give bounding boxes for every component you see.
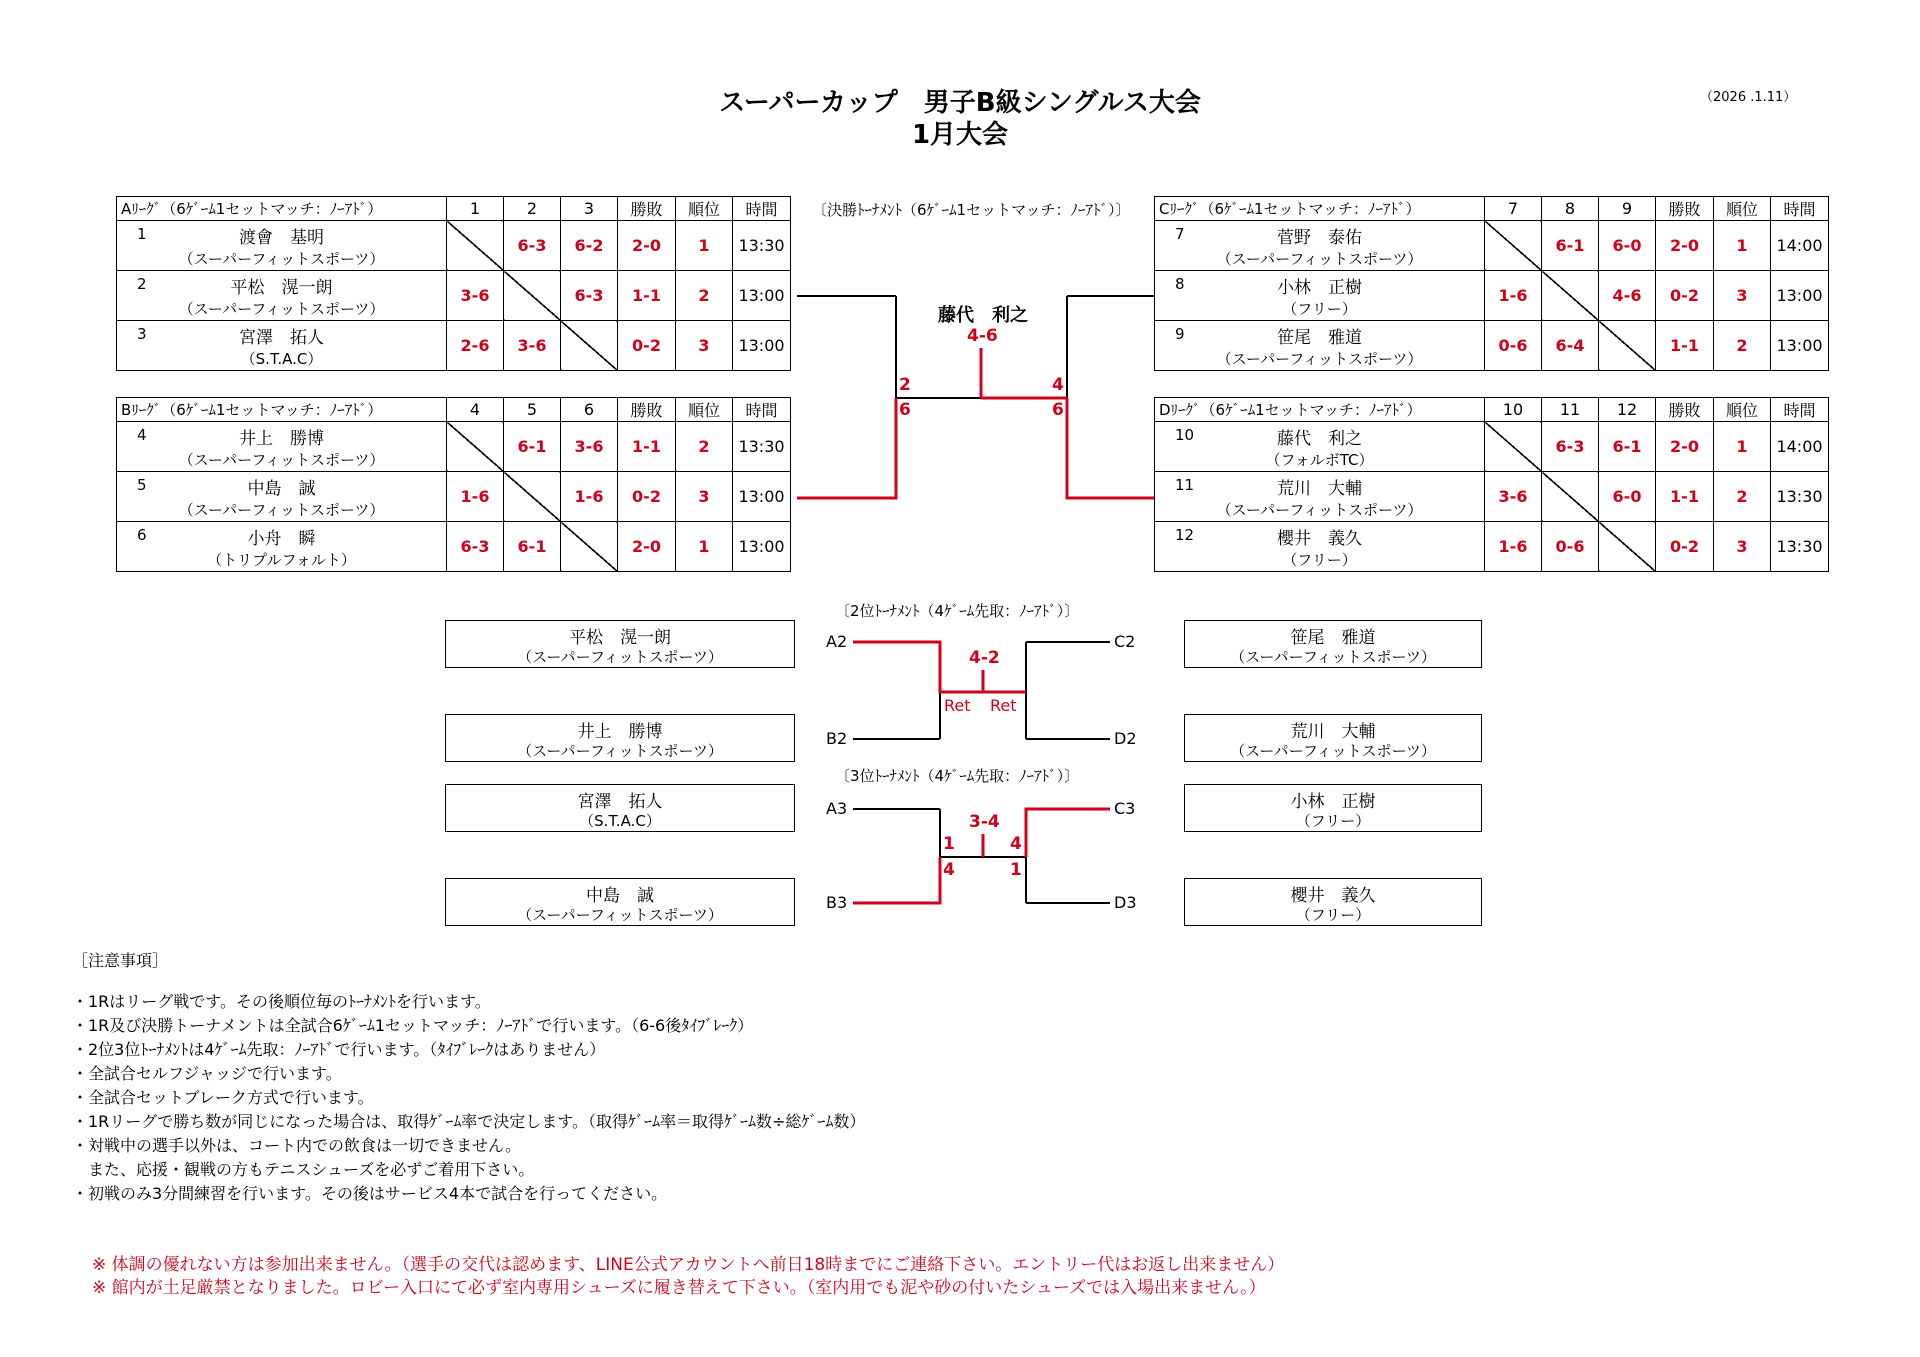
player-club: （フリー） <box>1282 300 1357 318</box>
rank-cell: 2 <box>1714 472 1771 522</box>
score-cell: 6-3 <box>504 221 561 271</box>
player-name: 笹尾 雅道 <box>1277 328 1362 348</box>
second-player-c: 笹尾 雅道 （スーパーフィットスポーツ） <box>1184 620 1482 668</box>
column-header: 8 <box>1542 197 1599 221</box>
score-cell: 6-3 <box>1542 422 1599 472</box>
time-cell: 13:00 <box>733 522 791 572</box>
final-right-bottom: 6 <box>1052 400 1064 420</box>
time-cell: 14:00 <box>1771 422 1829 472</box>
note-item: ・2位3位ﾄｰﾅﾒﾝﾄは4ｹﾞｰﾑ先取：ﾉｰｱﾄﾞで行います。（ﾀｲﾌﾞﾚｰｸはありません） <box>72 1040 606 1059</box>
win-loss-cell: 2-0 <box>618 221 676 271</box>
player-club: （スーパーフィットスポーツ） <box>1216 350 1423 368</box>
second-label-a: A2 <box>826 632 848 651</box>
score-cell: 6-0 <box>1599 221 1656 271</box>
column-header-win-loss: 勝敗 <box>1656 197 1714 221</box>
player-number: 5 <box>137 476 147 494</box>
rank-cell: 1 <box>676 522 733 572</box>
rank-cell: 3 <box>1714 522 1771 572</box>
player-name: 中島 誠 <box>247 479 316 499</box>
player-number: 6 <box>137 526 147 544</box>
column-header: 10 <box>1485 398 1542 422</box>
player-club: （スーパーフィットスポーツ） <box>178 451 385 469</box>
page-subtitle: 1月大会 <box>911 120 1009 150</box>
final-right-top: 4 <box>1052 375 1064 395</box>
note-item: ・全試合セットブレーク方式で行います。 <box>72 1088 374 1107</box>
second-player-b: 井上 勝博 （スーパーフィットスポーツ） <box>445 714 795 762</box>
rank-cell: 2 <box>1714 321 1771 371</box>
third-label-d: D3 <box>1114 893 1137 912</box>
score-cell: 6-3 <box>561 271 618 321</box>
column-header-rank: 順位 <box>1714 197 1771 221</box>
second-player-d: 荒川 大輔 （スーパーフィットスポーツ） <box>1184 714 1482 762</box>
player-name: 小林 正樹 <box>1277 278 1362 298</box>
win-loss-cell: 1-1 <box>1656 321 1714 371</box>
third-player-d: 櫻井 義久 （フリー） <box>1184 878 1482 926</box>
note-item: ・1R及び決勝トーナメントは全試合6ｹﾞｰﾑ1セットマッチ：ﾉｰｱﾄﾞで行います。（6-6後ﾀｲﾌﾞﾚｰｸ） <box>72 1016 754 1035</box>
score-cell: 0-6 <box>1542 522 1599 572</box>
final-left-top: 2 <box>899 375 911 395</box>
warning-1: ※ 体調の優れない方は参加出来ません。（選手の交代は認めます、LINE公式アカウントへ前日18時までにご連絡下さい。エントリー代はお返し出来ません） <box>92 1255 1285 1275</box>
rank-cell: 1 <box>1714 221 1771 271</box>
win-loss-cell: 0-2 <box>618 321 676 371</box>
player-club: （スーパーフィットスポーツ） <box>1216 501 1423 519</box>
player-number: 10 <box>1175 426 1195 444</box>
player-name: 荒川 大輔 <box>1277 479 1362 499</box>
score-cell: 6-1 <box>504 522 561 572</box>
rank-cell: 2 <box>676 422 733 472</box>
time-cell: 13:30 <box>733 221 791 271</box>
player-number: 9 <box>1175 325 1185 343</box>
player-number: 12 <box>1175 526 1195 544</box>
score-cell: 6-2 <box>561 221 618 271</box>
final-score: 4-6 <box>967 326 998 346</box>
notes-list <box>72 990 865 1206</box>
player-club: （スーパーフィットスポーツ） <box>1216 250 1423 268</box>
second-header: 〔2位ﾄｰﾅﾒﾝﾄ（4ｹﾞｰﾑ先取：ﾉｰｱﾄﾞ）〕 <box>835 602 1080 620</box>
player-club: （トリプルフォルト） <box>207 551 356 569</box>
player-number: 7 <box>1175 225 1185 243</box>
column-header-win-loss: 勝敗 <box>618 197 676 221</box>
third-left-top: 1 <box>943 834 955 854</box>
final-left-bottom: 6 <box>899 400 911 420</box>
player-name: 宮澤 拓人 <box>239 328 324 348</box>
column-header: 4 <box>447 398 504 422</box>
player-name: 渡會 基明 <box>239 228 324 248</box>
score-cell: 1-6 <box>561 472 618 522</box>
time-cell: 13:00 <box>733 321 791 371</box>
time-cell: 14:00 <box>1771 221 1829 271</box>
score-cell: 6-1 <box>1599 422 1656 472</box>
win-loss-cell: 1-1 <box>618 271 676 321</box>
rank-cell: 3 <box>676 472 733 522</box>
player-number: 4 <box>137 426 147 444</box>
note-item: また、応援・観戦の方もテニスシューズを必ずご着用下さい。 <box>72 1160 535 1179</box>
win-loss-cell: 1-1 <box>1656 472 1714 522</box>
third-label-c: C3 <box>1114 799 1136 818</box>
time-cell: 13:00 <box>733 472 791 522</box>
third-player-b: 中島 誠 （スーパーフィットスポーツ） <box>445 878 795 926</box>
score-cell: 3-6 <box>447 271 504 321</box>
final-header: 〔決勝ﾄｰﾅﾒﾝﾄ（6ｹﾞｰﾑ1セットマッチ：ﾉｰｱﾄﾞ）〕 <box>812 201 1131 219</box>
column-header-time: 時間 <box>733 398 791 422</box>
column-header-rank: 順位 <box>676 398 733 422</box>
rank-cell: 3 <box>1714 271 1771 321</box>
note-item: ・初戦のみ3分間練習を行います。その後はサービス4本で試合を行ってください。 <box>72 1184 668 1203</box>
win-loss-cell: 2-0 <box>618 522 676 572</box>
third-player-a: 宮澤 拓人 （S.T.A.C） <box>445 784 795 832</box>
win-loss-cell: 1-1 <box>618 422 676 472</box>
time-cell: 13:30 <box>1771 472 1829 522</box>
rank-cell: 1 <box>1714 422 1771 472</box>
score-cell: 6-4 <box>1542 321 1599 371</box>
third-left-bottom: 4 <box>943 860 955 880</box>
column-header: 11 <box>1542 398 1599 422</box>
column-header-time: 時間 <box>1771 197 1829 221</box>
time-cell: 13:30 <box>733 422 791 472</box>
third-right-top: 4 <box>1010 834 1022 854</box>
second-player-a: 平松 滉一朗 （スーパーフィットスポーツ） <box>445 620 795 668</box>
player-number: 1 <box>137 225 147 243</box>
third-player-c: 小林 正樹 （フリー） <box>1184 784 1482 832</box>
score-cell: 1-6 <box>1485 271 1542 321</box>
third-label-a: A3 <box>826 799 848 818</box>
time-cell: 13:00 <box>733 271 791 321</box>
second-ret-left: Ret <box>944 696 971 715</box>
third-label-b: B3 <box>826 893 848 912</box>
rank-cell: 3 <box>676 321 733 371</box>
score-cell: 2-6 <box>447 321 504 371</box>
player-club: （フォルボTC） <box>1265 451 1374 469</box>
column-header-time: 時間 <box>1771 398 1829 422</box>
score-cell: 3-6 <box>504 321 561 371</box>
warning-2: ※ 館内が土足厳禁となりました。ロビー入口にて必ず室内専用シューズに履き替えて下さい。（室内用でも泥や砂の付いたシューズでは入場出来ません。） <box>92 1278 1266 1298</box>
third-header: 〔3位ﾄｰﾅﾒﾝﾄ（4ｹﾞｰﾑ先取：ﾉｰｱﾄﾞ）〕 <box>835 767 1080 785</box>
score-cell: 6-1 <box>1542 221 1599 271</box>
win-loss-cell: 0-2 <box>618 472 676 522</box>
time-cell: 13:00 <box>1771 321 1829 371</box>
league-header: Bﾘｰｸﾞ（6ｹﾞｰﾑ1セットマッチ：ﾉｰｱﾄﾞ） <box>117 398 447 422</box>
player-name: 櫻井 義久 <box>1277 529 1362 549</box>
score-cell: 6-3 <box>447 522 504 572</box>
player-number: 2 <box>137 275 147 293</box>
player-name: 井上 勝博 <box>239 429 324 449</box>
league-header: Dﾘｰｸﾞ（6ｹﾞｰﾑ1セットマッチ：ﾉｰｱﾄﾞ） <box>1155 398 1485 422</box>
column-header-rank: 順位 <box>676 197 733 221</box>
win-loss-cell: 2-0 <box>1656 422 1714 472</box>
league-header: Cﾘｰｸﾞ（6ｹﾞｰﾑ1セットマッチ：ﾉｰｱﾄﾞ） <box>1155 197 1485 221</box>
rank-cell: 2 <box>676 271 733 321</box>
player-club: （スーパーフィットスポーツ） <box>178 250 385 268</box>
note-item: ・1Rリーグで勝ち数が同じになった場合は、取得ｹﾞｰﾑ率で決定します。（取得ｹﾞｰﾑ率＝取得ｹﾞｰﾑ数÷総ｹﾞｰﾑ数） <box>72 1112 866 1131</box>
player-club: （スーパーフィットスポーツ） <box>178 501 385 519</box>
column-header: 2 <box>504 197 561 221</box>
player-number: 8 <box>1175 275 1185 293</box>
second-ret-right: Ret <box>990 696 1017 715</box>
column-header-win-loss: 勝敗 <box>618 398 676 422</box>
column-header: 5 <box>504 398 561 422</box>
player-name: 小舟 瞬 <box>247 529 316 549</box>
player-name: 藤代 利之 <box>1277 429 1362 449</box>
notes-heading: ［注意事項］ <box>72 951 169 970</box>
score-cell: 1-6 <box>447 472 504 522</box>
score-cell: 1-6 <box>1485 522 1542 572</box>
page-title: スーパーカップ 男子B級シングルス大会 <box>719 88 1201 118</box>
time-cell: 13:00 <box>1771 271 1829 321</box>
date-label: （2026 .1.11） <box>1700 90 1797 105</box>
column-header: 9 <box>1599 197 1656 221</box>
win-loss-cell: 0-2 <box>1656 522 1714 572</box>
score-cell: 0-6 <box>1485 321 1542 371</box>
time-cell: 13:30 <box>1771 522 1829 572</box>
player-name: 菅野 泰佑 <box>1277 228 1362 248</box>
second-label-b: B2 <box>826 729 848 748</box>
rank-cell: 1 <box>676 221 733 271</box>
column-header: 12 <box>1599 398 1656 422</box>
note-item: ・1Rはリーグ戦です。その後順位毎のﾄｰﾅﾒﾝﾄを行います。 <box>72 992 491 1011</box>
player-name: 平松 滉一朗 <box>230 278 333 298</box>
second-label-d: D2 <box>1114 729 1137 748</box>
note-item: ・全試合セルフジャッジで行います。 <box>72 1064 342 1083</box>
third-score: 3-4 <box>969 812 1000 832</box>
player-number: 3 <box>137 325 147 343</box>
player-club: （スーパーフィットスポーツ） <box>178 300 385 318</box>
win-loss-cell: 0-2 <box>1656 271 1714 321</box>
second-label-c: C2 <box>1114 632 1136 651</box>
column-header: 1 <box>447 197 504 221</box>
player-club: （S.T.A.C） <box>240 350 323 368</box>
player-club: （フリー） <box>1282 551 1357 569</box>
final-winner: 藤代 利之 <box>938 305 1028 326</box>
note-item: ・対戦中の選手以外は、コート内での飲食は一切できません。 <box>72 1136 521 1155</box>
win-loss-cell: 2-0 <box>1656 221 1714 271</box>
second-score: 4-2 <box>969 648 1000 668</box>
score-cell: 6-0 <box>1599 472 1656 522</box>
third-right-bottom: 1 <box>1010 860 1022 880</box>
score-cell: 3-6 <box>1485 472 1542 522</box>
column-header: 3 <box>561 197 618 221</box>
score-cell: 4-6 <box>1599 271 1656 321</box>
column-header: 7 <box>1485 197 1542 221</box>
score-cell: 3-6 <box>561 422 618 472</box>
score-cell: 6-1 <box>504 422 561 472</box>
column-header-rank: 順位 <box>1714 398 1771 422</box>
league-header: Aﾘｰｸﾞ（6ｹﾞｰﾑ1セットマッチ：ﾉｰｱﾄﾞ） <box>117 197 447 221</box>
column-header: 6 <box>561 398 618 422</box>
player-number: 11 <box>1175 476 1195 494</box>
column-header-time: 時間 <box>733 197 791 221</box>
column-header-win-loss: 勝敗 <box>1656 398 1714 422</box>
